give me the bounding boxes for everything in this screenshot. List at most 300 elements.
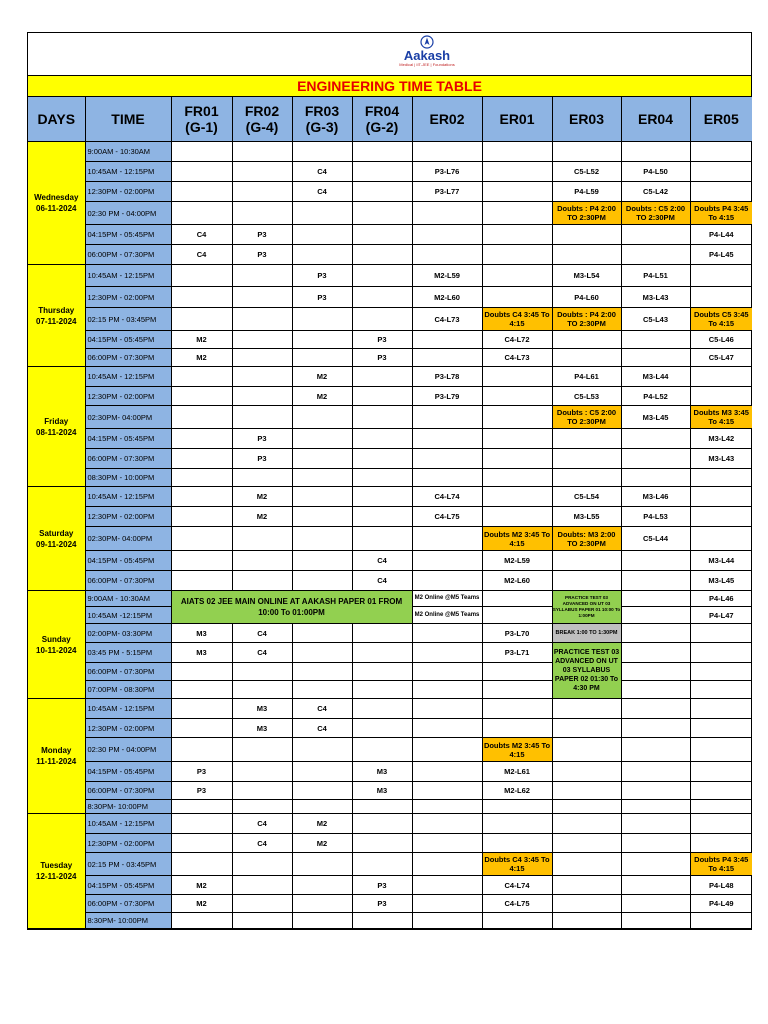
cell-er01	[482, 507, 552, 527]
cell-fr01	[171, 142, 232, 162]
cell-er01: Doubts C4 3:45 To 4:15	[482, 308, 552, 331]
time-slot: 10:45AM -12:15PM	[85, 607, 171, 624]
col-header-days: DAYS	[28, 97, 85, 142]
day-label: Tuesday 12-11-2024	[28, 814, 85, 929]
cell-fr04	[352, 834, 412, 853]
cell-er03	[552, 876, 621, 895]
cell-fr02	[232, 876, 292, 895]
cell-fr03	[292, 142, 352, 162]
aakash-emblem-icon	[420, 35, 434, 49]
day-label: Sunday 10-11-2024	[28, 591, 85, 699]
cell-er05: M3-L43	[690, 449, 752, 469]
cell-er02	[412, 853, 482, 876]
day-label: Wednesday 06-11-2024	[28, 142, 85, 265]
cell-fr03	[292, 225, 352, 245]
table-row	[28, 162, 752, 182]
table-row	[28, 895, 752, 913]
cell-er02	[412, 551, 482, 571]
time-slot: 02:00PM- 03:30PM	[85, 624, 171, 643]
cell-er03	[552, 699, 621, 719]
cell-er04	[621, 834, 690, 853]
time-slot: 06:00PM - 07:30PM	[85, 782, 171, 800]
cell-er05: Doubts P4 3:45 To 4:15	[690, 853, 752, 876]
cell-fr01	[171, 663, 232, 681]
table-row	[28, 182, 752, 202]
cell-er01	[482, 834, 552, 853]
cell-er02: P3-L79	[412, 387, 482, 406]
cell-er04	[621, 853, 690, 876]
cell-fr03: C4	[292, 182, 352, 202]
cell-er01	[482, 800, 552, 814]
cell-er03: C5-L54	[552, 487, 621, 507]
table-row	[28, 876, 752, 895]
cell-er03	[552, 449, 621, 469]
time-slot: 04:15PM - 05:45PM	[85, 225, 171, 245]
cell-fr01	[171, 738, 232, 762]
cell-er01	[482, 681, 552, 699]
cell-fr03	[292, 663, 352, 681]
time-slot: 10:45AM - 12:15PM	[85, 162, 171, 182]
cell-fr02	[232, 162, 292, 182]
day-label: Friday 08-11-2024	[28, 367, 85, 487]
cell-fr03: C4	[292, 719, 352, 738]
cell-er05: P4-L48	[690, 876, 752, 895]
cell-er01: M2-L61	[482, 762, 552, 782]
cell-fr03	[292, 527, 352, 551]
cell-fr03	[292, 643, 352, 663]
time-slot: 06:00PM - 07:30PM	[85, 449, 171, 469]
cell-fr03	[292, 202, 352, 225]
cell-fr02	[232, 782, 292, 800]
table-row	[28, 591, 752, 607]
cell-fr02	[232, 287, 292, 308]
cell-er04	[621, 663, 690, 681]
cell-er02	[412, 225, 482, 245]
cell-fr02	[232, 800, 292, 814]
day-label: Monday 11-11-2024	[28, 699, 85, 814]
cell-er02	[412, 624, 482, 643]
cell-fr02	[232, 527, 292, 551]
cell-er04: C5-L44	[621, 527, 690, 551]
cell-er01: P3-L70	[482, 624, 552, 643]
cell-er02	[412, 202, 482, 225]
cell-er01	[482, 913, 552, 929]
cell-er04	[621, 449, 690, 469]
cell-fr01	[171, 449, 232, 469]
cell-fr03	[292, 245, 352, 265]
cell-er02	[412, 738, 482, 762]
cell-fr02	[232, 331, 292, 349]
cell-fr02	[232, 571, 292, 591]
cell-er04	[621, 876, 690, 895]
logo-area	[28, 33, 751, 76]
cell-fr01	[171, 308, 232, 331]
cell-er02	[412, 762, 482, 782]
cell-fr03	[292, 738, 352, 762]
cell-er02: M2-L59	[412, 265, 482, 287]
cell-fr02: P3	[232, 225, 292, 245]
cell-fr01: M2	[171, 331, 232, 349]
table-row	[28, 624, 752, 643]
cell-er04: P4-L52	[621, 387, 690, 406]
cell-er05	[690, 762, 752, 782]
col-header-time: TIME	[85, 97, 171, 142]
cell-er04	[621, 429, 690, 449]
cell-er04: M3-L46	[621, 487, 690, 507]
cell-er02	[412, 449, 482, 469]
table-row	[28, 469, 752, 487]
cell-fr02: P3	[232, 429, 292, 449]
cell-er01: Doubts C4 3:45 To 4:15	[482, 853, 552, 876]
table-row	[28, 551, 752, 571]
cell-er02	[412, 429, 482, 449]
cell-fr01	[171, 387, 232, 406]
cell-fr01	[171, 487, 232, 507]
cell-fr02	[232, 387, 292, 406]
cell-er01	[482, 225, 552, 245]
cell-er04	[621, 699, 690, 719]
time-slot: 04:15PM - 05:45PM	[85, 876, 171, 895]
cell-er05: Doubts M3 3:45 To 4:15	[690, 406, 752, 429]
cell-fr04	[352, 429, 412, 449]
table-row	[28, 527, 752, 551]
cell-er05	[690, 800, 752, 814]
cell-fr03	[292, 507, 352, 527]
table-row	[28, 142, 752, 162]
cell-er01	[482, 182, 552, 202]
cell-fr04	[352, 225, 412, 245]
cell-fr01	[171, 719, 232, 738]
time-slot: 02:30PM- 04:00PM	[85, 527, 171, 551]
cell-fr04	[352, 245, 412, 265]
cell-fr02: M3	[232, 719, 292, 738]
cell-er02: C4-L74	[412, 487, 482, 507]
cell-fr01: M2	[171, 876, 232, 895]
cell-fr03	[292, 406, 352, 429]
cell-er03: M3-L55	[552, 507, 621, 527]
cell-fr02: C4	[232, 814, 292, 834]
cell-er03: P4-L61	[552, 367, 621, 387]
cell-fr04: M3	[352, 762, 412, 782]
cell-fr03	[292, 449, 352, 469]
break-slot: BREAK 1:00 TO 1:30PM	[552, 624, 621, 643]
cell-fr03	[292, 782, 352, 800]
time-slot: 06:00PM - 07:30PM	[85, 571, 171, 591]
cell-fr02	[232, 469, 292, 487]
cell-er05: P4-L49	[690, 895, 752, 913]
table-row	[28, 225, 752, 245]
cell-fr02: C4	[232, 643, 292, 663]
cell-fr04	[352, 507, 412, 527]
cell-fr03: M2	[292, 834, 352, 853]
col-header-er01: ER01	[482, 97, 552, 142]
cell-er05	[690, 387, 752, 406]
cell-er02: P3-L76	[412, 162, 482, 182]
cell-er01	[482, 287, 552, 308]
cell-fr01	[171, 571, 232, 591]
col-header-fr04: FR04 (G-2)	[352, 97, 412, 142]
cell-er05: M3-L42	[690, 429, 752, 449]
cell-er03	[552, 331, 621, 349]
cell-er02	[412, 814, 482, 834]
cell-fr01: M3	[171, 624, 232, 643]
cell-er03: Doubts : C5 2:00 TO 2:30PM	[552, 406, 621, 429]
cell-er04	[621, 571, 690, 591]
time-slot: 9:00AM - 10:30AM	[85, 142, 171, 162]
cell-er01	[482, 387, 552, 406]
time-slot: 06:00PM - 07:30PM	[85, 663, 171, 681]
col-header-fr01: FR01 (G-1)	[171, 97, 232, 142]
cell-er04: P4-L50	[621, 162, 690, 182]
time-slot: 07:00PM - 08:30PM	[85, 681, 171, 699]
cell-er02	[412, 895, 482, 913]
cell-er05: P4-L44	[690, 225, 752, 245]
cell-er02	[412, 782, 482, 800]
practice-test-paper-02: PRACTICE TEST 03 ADVANCED ON UT 03 SYLLABUS PAPER 02 01:30 To 4:30 PM	[552, 643, 621, 699]
table-row	[28, 663, 752, 681]
cell-er01: C4-L72	[482, 331, 552, 349]
table-row	[28, 449, 752, 469]
cell-fr01	[171, 913, 232, 929]
cell-fr01	[171, 287, 232, 308]
time-slot: 12:30PM - 02:00PM	[85, 182, 171, 202]
cell-er02	[412, 142, 482, 162]
cell-er02	[412, 699, 482, 719]
cell-er04: M3-L44	[621, 367, 690, 387]
cell-fr02	[232, 738, 292, 762]
cell-fr01: P3	[171, 762, 232, 782]
time-slot: 8:30PM- 10:00PM	[85, 913, 171, 929]
table-row	[28, 762, 752, 782]
time-slot: 12:30PM - 02:00PM	[85, 507, 171, 527]
cell-er01	[482, 449, 552, 469]
cell-fr04	[352, 308, 412, 331]
time-slot: 02:15 PM - 03:45PM	[85, 853, 171, 876]
time-slot: 06:00PM - 07:30PM	[85, 895, 171, 913]
cell-fr03	[292, 551, 352, 571]
cell-er04	[621, 551, 690, 571]
cell-er03	[552, 719, 621, 738]
table-row	[28, 800, 752, 814]
cell-er01: M2-L62	[482, 782, 552, 800]
cell-er01	[482, 607, 552, 624]
cell-fr01	[171, 527, 232, 551]
cell-er05	[690, 162, 752, 182]
cell-er04	[621, 225, 690, 245]
cell-er04	[621, 331, 690, 349]
cell-er01	[482, 487, 552, 507]
cell-fr04	[352, 814, 412, 834]
cell-fr02	[232, 681, 292, 699]
cell-fr04	[352, 624, 412, 643]
table-row	[28, 308, 752, 331]
table-row	[28, 699, 752, 719]
cell-fr01	[171, 406, 232, 429]
time-slot: 03:45 PM - 5:15PM	[85, 643, 171, 663]
cell-er05	[690, 913, 752, 929]
cell-er03	[552, 571, 621, 591]
cell-er02	[412, 469, 482, 487]
cell-er01	[482, 719, 552, 738]
cell-er03: M3-L54	[552, 265, 621, 287]
timetable-sheet	[27, 32, 752, 930]
cell-fr03	[292, 308, 352, 331]
cell-fr04	[352, 469, 412, 487]
cell-fr04	[352, 287, 412, 308]
cell-er02	[412, 571, 482, 591]
cell-er05: Doubts P4 3:45 To 4:15	[690, 202, 752, 225]
cell-er04: M3-L43	[621, 287, 690, 308]
time-slot: 10:45AM - 12:15PM	[85, 487, 171, 507]
cell-fr04	[352, 387, 412, 406]
cell-fr01	[171, 469, 232, 487]
cell-er03	[552, 834, 621, 853]
cell-er02: P3-L78	[412, 367, 482, 387]
cell-er01	[482, 429, 552, 449]
cell-fr03	[292, 429, 352, 449]
table-row	[28, 429, 752, 449]
day-label: Thursday 07-11-2024	[28, 265, 85, 367]
cell-fr02: C4	[232, 624, 292, 643]
cell-er05	[690, 814, 752, 834]
cell-fr02	[232, 853, 292, 876]
cell-er02	[412, 527, 482, 551]
cell-er02	[412, 681, 482, 699]
col-header-er02: ER02	[412, 97, 482, 142]
cell-er03: P4-L59	[552, 182, 621, 202]
table-row	[28, 245, 752, 265]
cell-fr01: M3	[171, 643, 232, 663]
col-header-er04: ER04	[621, 97, 690, 142]
cell-fr02	[232, 551, 292, 571]
cell-fr04	[352, 406, 412, 429]
table-row	[28, 782, 752, 800]
cell-er03	[552, 225, 621, 245]
table-row	[28, 287, 752, 308]
cell-er04	[621, 624, 690, 643]
cell-er05	[690, 643, 752, 663]
cell-er01: C4-L75	[482, 895, 552, 913]
cell-er05	[690, 738, 752, 762]
col-header-er03: ER03	[552, 97, 621, 142]
cell-er05	[690, 487, 752, 507]
cell-fr01	[171, 699, 232, 719]
cell-er05: P4-L45	[690, 245, 752, 265]
cell-fr01	[171, 834, 232, 853]
cell-er01	[482, 367, 552, 387]
practice-test-paper-01: PRACTICE TEST 03 ADVANCED ON UT 03 SYLLABUS PAPER 01 10:00 To 1:00PM	[552, 591, 621, 624]
cell-fr03	[292, 876, 352, 895]
table-row	[28, 487, 752, 507]
cell-fr01	[171, 162, 232, 182]
cell-fr01	[171, 814, 232, 834]
cell-er05: P4-L46	[690, 591, 752, 607]
cell-er03	[552, 551, 621, 571]
cell-er05	[690, 367, 752, 387]
cell-er01: C4-L73	[482, 349, 552, 367]
cell-er04: C5-L42	[621, 182, 690, 202]
cell-fr02	[232, 265, 292, 287]
cell-fr03: P3	[292, 287, 352, 308]
cell-fr03	[292, 349, 352, 367]
cell-er05	[690, 265, 752, 287]
cell-fr02: M3	[232, 699, 292, 719]
cell-er01: Doubts M2 3:45 To 4:15	[482, 738, 552, 762]
cell-er04	[621, 591, 690, 607]
cell-fr04	[352, 527, 412, 551]
cell-er02	[412, 876, 482, 895]
cell-fr02	[232, 349, 292, 367]
cell-er02: P3-L77	[412, 182, 482, 202]
table-row	[28, 913, 752, 929]
time-slot: 02:30 PM - 04:00PM	[85, 202, 171, 225]
cell-er04	[621, 142, 690, 162]
logo-tagline: Medical | IIT-JEE | Foundations	[399, 62, 455, 67]
cell-fr03	[292, 469, 352, 487]
table-row	[28, 719, 752, 738]
cell-fr01	[171, 202, 232, 225]
cell-er04	[621, 782, 690, 800]
table-row	[28, 643, 752, 663]
cell-er02: M2-L60	[412, 287, 482, 308]
cell-er05	[690, 834, 752, 853]
cell-er03	[552, 469, 621, 487]
table-row	[28, 507, 752, 527]
time-slot: 04:15PM - 05:45PM	[85, 551, 171, 571]
cell-fr04: P3	[352, 331, 412, 349]
time-slot: 12:30PM - 02:00PM	[85, 834, 171, 853]
cell-fr03: C4	[292, 699, 352, 719]
cell-fr03	[292, 624, 352, 643]
cell-er05	[690, 469, 752, 487]
cell-er05: M3-L45	[690, 571, 752, 591]
cell-er03	[552, 245, 621, 265]
cell-er01	[482, 202, 552, 225]
table-row	[28, 738, 752, 762]
cell-fr03	[292, 331, 352, 349]
cell-fr04	[352, 202, 412, 225]
cell-er04	[621, 643, 690, 663]
cell-er04: Doubts : C5 2:00 TO 2:30PM	[621, 202, 690, 225]
cell-fr02	[232, 762, 292, 782]
table-row	[28, 331, 752, 349]
cell-er03: Doubts: M3 2:00 TO 2:30PM	[552, 527, 621, 551]
cell-fr01: P3	[171, 782, 232, 800]
cell-fr02: C4	[232, 834, 292, 853]
cell-fr03: C4	[292, 162, 352, 182]
cell-fr02	[232, 663, 292, 681]
cell-fr04	[352, 800, 412, 814]
cell-er04	[621, 681, 690, 699]
cell-fr04	[352, 738, 412, 762]
cell-er02	[412, 913, 482, 929]
cell-er02	[412, 800, 482, 814]
cell-er02	[412, 245, 482, 265]
cell-er03	[552, 800, 621, 814]
cell-er03: Doubts : P4 2:00 TO 2:30PM	[552, 202, 621, 225]
time-slot: 06:00PM - 07:30PM	[85, 245, 171, 265]
cell-fr01	[171, 265, 232, 287]
cell-fr04	[352, 265, 412, 287]
cell-er03	[552, 853, 621, 876]
cell-er05: Doubts C5 3:45 To 4:15	[690, 308, 752, 331]
cell-er05: C5-L47	[690, 349, 752, 367]
table-row	[28, 367, 752, 387]
cell-fr01: M2	[171, 895, 232, 913]
cell-fr04	[352, 487, 412, 507]
logo-wordmark: Aakash	[403, 48, 451, 63]
cell-er01: M2-L60	[482, 571, 552, 591]
